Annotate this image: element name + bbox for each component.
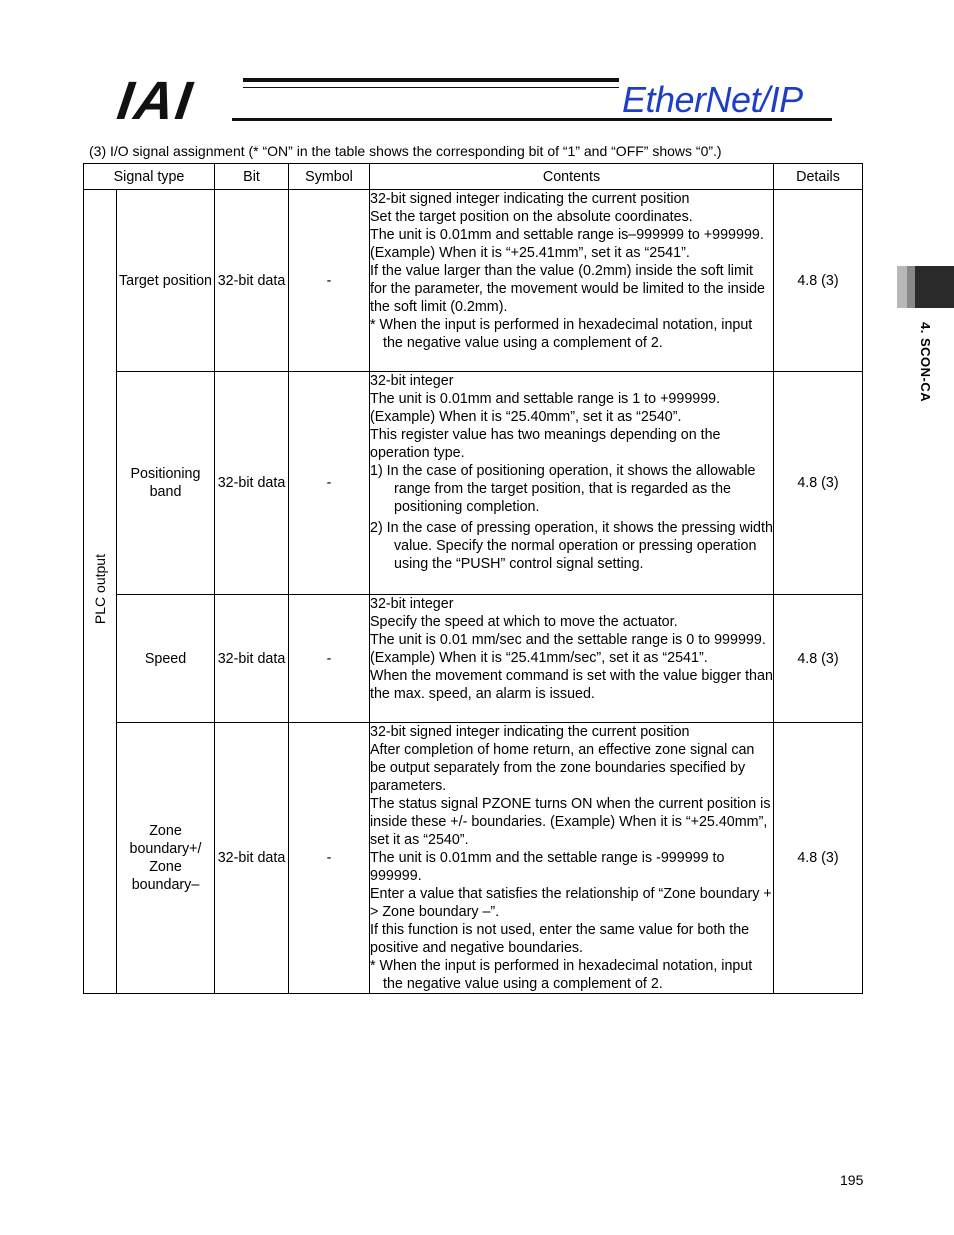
page-number: 195	[840, 1172, 864, 1188]
group-label: PLC output	[92, 553, 108, 625]
contents-line: The unit is 0.01mm and settable range is–999999 to +999999.	[370, 227, 764, 243]
contents-line: This register value has two meanings depending on the operation type.	[370, 427, 721, 461]
symbol-cell: -	[289, 372, 370, 595]
contents-line: (Example) When it is “+25.41mm”, set it as “2541”.	[370, 245, 690, 261]
chapter-tab	[897, 266, 954, 308]
ethernet-ip-logo: EtherNet/IP	[622, 79, 803, 120]
header-symbol: Symbol	[289, 164, 370, 190]
iai-logo: IAI	[113, 71, 198, 131]
details-cell: 4.8 (3)	[774, 190, 863, 372]
contents-line: (Example) When it is “25.41mm/sec”, set it as “2541”.	[370, 650, 708, 666]
section-title: (3) I/O signal assignment (* “ON” in the table shows the corresponding bit of “1” and “OFF” shows “0”.)	[89, 143, 722, 159]
table-row	[84, 595, 863, 723]
contents-cell	[370, 595, 774, 723]
header-bit: Bit	[215, 164, 289, 190]
numbered-item: 2) In the case of pressing operation, it shows the pressing width value. Specify the normal operation or pressing operation using the “PUSH” control signal setting.	[370, 520, 773, 572]
contents-line: 32-bit integer	[370, 596, 454, 612]
contents-line: 32-bit signed integer indicating the current position	[370, 191, 690, 207]
symbol-cell: -	[289, 723, 370, 994]
header-rule-thin	[243, 87, 619, 88]
table-row	[84, 190, 863, 372]
header-contents: Contents	[370, 164, 774, 190]
contents-cell	[370, 190, 774, 372]
signal-type-cell: Speed	[117, 595, 215, 723]
signal-type-cell: Target position	[117, 190, 215, 372]
chapter-label: 4. SCON-CA	[918, 322, 933, 403]
numbered-item: 1) In the case of positioning operation, it shows the allowable range from the target position, that is regarded as the positioning completion.	[370, 463, 756, 515]
contents-line: The unit is 0.01mm and the settable range is -999999 to 999999.	[370, 850, 725, 884]
table-row	[84, 723, 863, 994]
contents-line: If the value larger than the value (0.2mm) inside the soft limit for the parameter, the movement would be limited to the inside the soft limit (0.2mm).	[370, 263, 765, 315]
signal-type-cell: Zone boundary+/ Zone boundary–	[117, 723, 215, 994]
page-header	[0, 0, 954, 140]
header-details: Details	[774, 164, 863, 190]
group-label-cell	[84, 190, 117, 994]
contents-line: The status signal PZONE turns ON when the current position is inside these +/- boundaries. (Example) When it is “+25.40mm”, set it as “2540”.	[370, 796, 771, 848]
contents-line: Set the target position on the absolute coordinates.	[370, 209, 693, 225]
header-signal-type: Signal type	[84, 164, 215, 190]
contents-line: The unit is 0.01mm and settable range is 1 to +999999.	[370, 391, 721, 407]
details-cell: 4.8 (3)	[774, 372, 863, 595]
contents-line: When the movement command is set with the value bigger than the max. speed, an alarm is issued.	[370, 668, 773, 702]
contents-note: * When the input is performed in hexadecimal notation, input the negative value using a complement of 2.	[370, 958, 753, 992]
contents-note: * When the input is performed in hexadecimal notation, input the negative value using a complement of 2.	[370, 317, 753, 351]
contents-line: Specify the speed at which to move the actuator.	[370, 614, 678, 630]
signal-type-cell: Positioning band	[117, 372, 215, 595]
details-cell: 4.8 (3)	[774, 595, 863, 723]
symbol-cell: -	[289, 595, 370, 723]
table-row	[84, 372, 863, 595]
symbol-cell: -	[289, 190, 370, 372]
contents-line: After completion of home return, an effective zone signal can be output separately from the zone boundaries specified by parameters.	[370, 742, 755, 794]
bit-cell: 32-bit data	[215, 595, 289, 723]
contents-line: The unit is 0.01 mm/sec and the settable range is 0 to 999999.	[370, 632, 766, 648]
contents-line: If this function is not used, enter the same value for both the positive and negative boundaries.	[370, 922, 750, 956]
bit-cell: 32-bit data	[215, 190, 289, 372]
header-rule-top	[243, 78, 619, 82]
contents-cell	[370, 372, 774, 595]
bit-cell: 32-bit data	[215, 723, 289, 994]
contents-line: 32-bit integer	[370, 373, 454, 389]
io-signal-table	[83, 163, 863, 994]
details-cell: 4.8 (3)	[774, 723, 863, 994]
contents-line: (Example) When it is “25.40mm”, set it as “2540”.	[370, 409, 682, 425]
bit-cell: 32-bit data	[215, 372, 289, 595]
contents-line: 32-bit signed integer indicating the current position	[370, 724, 690, 740]
contents-cell	[370, 723, 774, 994]
table-header-row	[84, 164, 863, 190]
contents-line: Enter a value that satisfies the relationship of “Zone boundary + > Zone boundary –”.	[370, 886, 772, 920]
